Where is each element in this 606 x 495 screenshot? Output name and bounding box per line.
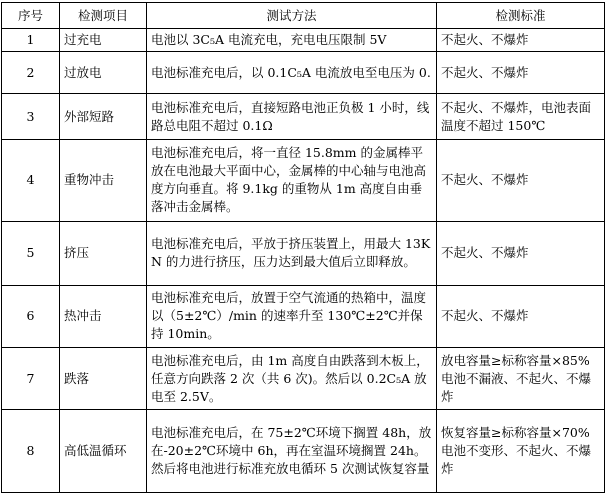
table-row [2,222,605,285]
row-test-item: 过充电 [60,29,147,52]
row-test-method: 电池标准充电后，由 1m 高度自由跌落到木板上，任意方向跌落 2 次（共 6 次)。然后以 0.2C₅A 放电至 2.5V。 [147,348,437,410]
table-row [2,285,605,347]
test-standards-table [1,2,605,493]
row-test-standard: 不起火、不爆炸 [437,285,605,347]
table-header-row [2,3,605,29]
row-test-item: 重物冲击 [60,139,147,222]
row-test-method: 电池标准充电后，在 75±2℃环境下搁置 48h，放在-20±2℃环境中 6h，再在室温环境搁置 24h。然后将电池进行标准充放电循环 5 次测试恢复容量 [147,410,437,493]
row-serial-no: 7 [2,348,60,410]
row-test-item: 热冲击 [60,285,147,347]
row-test-method: 电池标准充电后，以 0.1C₅A 电流放电至电压为 0. [147,52,437,94]
row-test-method: 电池以 3C₅A 电流充电，充电电压限制 5V [147,29,437,52]
row-test-item: 跌落 [60,348,147,410]
row-serial-no: 1 [2,29,60,52]
row-serial-no: 3 [2,94,60,139]
table-row [2,410,605,493]
row-test-method: 电池标准充电后，平放于挤压装置上，用最大 13KN 的力进行挤压，压力达到最大值后立即释放。 [147,222,437,285]
row-test-standard: 放电容量≥标称容量×85%电池不漏液、不起火、不爆炸 [437,348,605,410]
row-test-method: 电池标准充电后，放置于空气流通的热箱中，温度以（5±2℃）/min 的速率升至 130℃±2℃并保持 10min。 [147,285,437,347]
row-test-standard: 不起火、不爆炸 [437,29,605,52]
table-row [2,29,605,52]
row-test-method: 电池标准充电后，直接短路电池正负极 1 小时，线路总电阻不超过 0.1Ω [147,94,437,139]
table-row [2,52,605,94]
row-serial-no: 5 [2,222,60,285]
row-serial-no: 2 [2,52,60,94]
header-serial-no: 序号 [2,3,60,29]
row-test-item: 外部短路 [60,94,147,139]
row-serial-no: 8 [2,410,60,493]
row-test-standard: 不起火、不爆炸 [437,222,605,285]
header-test-standard: 检测标准 [437,3,605,29]
row-test-item: 过放电 [60,52,147,94]
row-test-standard: 恢复容量≥标称容量×70%电池不变形、不起火、不爆炸 [437,410,605,493]
row-test-method: 电池标准充电后，将一直径 15.8mm 的金属棒平放在电池最大平面中心，金属棒的中心轴与电池高度方向垂直。将 9.1kg 的重物从 1m 高度自由垂落冲击金属棒。 [147,139,437,222]
row-test-standard: 不起火、不爆炸，电池表面温度不超过 150℃ [437,94,605,139]
header-test-method: 测试方法 [147,3,437,29]
row-serial-no: 4 [2,139,60,222]
header-test-item: 检测项目 [60,3,147,29]
row-test-item: 高低温循环 [60,410,147,493]
row-test-standard: 不起火、不爆炸 [437,139,605,222]
table-row [2,139,605,222]
table-row [2,348,605,410]
table-row [2,94,605,139]
row-serial-no: 6 [2,285,60,347]
row-test-item: 挤压 [60,222,147,285]
row-test-standard: 不起火、不爆炸 [437,52,605,94]
